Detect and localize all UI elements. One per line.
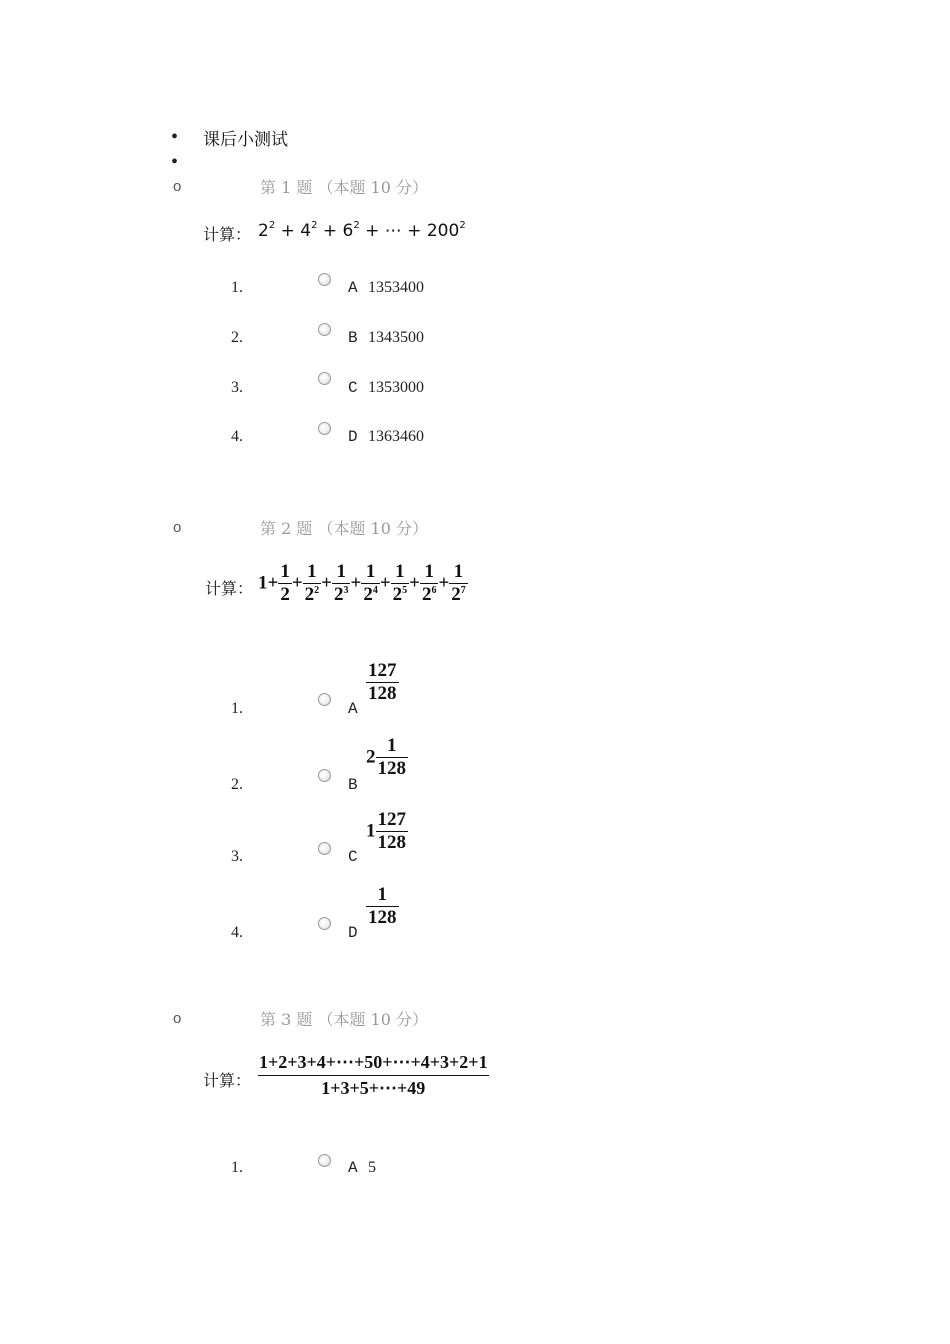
frac-denominator: [361, 583, 380, 606]
frac-base: 2: [392, 584, 403, 605]
frac-whole: 1: [366, 820, 376, 842]
expr-fraction: [361, 561, 380, 606]
option-fraction: [366, 884, 399, 929]
frac-numerator: 1: [336, 561, 346, 582]
option-text: 1353400: [368, 279, 424, 296]
frac-numerator: 1: [453, 561, 464, 582]
frac-denominator: [391, 583, 410, 606]
expr-term: 1: [258, 572, 268, 594]
expr-exponent: 2: [353, 220, 360, 231]
frac-base: 2: [451, 584, 461, 605]
expr-fraction: [449, 561, 468, 606]
calc-label: 计算：: [205, 579, 254, 598]
option-radio[interactable]: [318, 769, 331, 782]
frac-whole: 2: [366, 746, 376, 768]
frac-exponent: 2: [314, 585, 320, 596]
expr-plus: +: [438, 572, 450, 594]
option-letter: C: [348, 379, 358, 397]
fraction: [258, 1052, 489, 1099]
frac-numerator: 1: [387, 735, 397, 756]
calc-label: 计算：: [203, 1071, 252, 1090]
expr-plus: +: [407, 221, 422, 241]
fraction: [366, 660, 399, 705]
list-bullet: •: [171, 126, 179, 148]
expr-term: 6: [342, 221, 354, 241]
expr-plus: +: [291, 572, 303, 594]
option-text: 1343500: [368, 329, 424, 346]
question-header: 第 1 题 （本题 10 分）: [260, 178, 428, 197]
expr-plus: +: [280, 221, 295, 241]
fraction: [376, 735, 409, 780]
frac-denominator: [303, 583, 322, 606]
expr-fraction: [420, 561, 439, 606]
expr-exponent: 2: [311, 220, 318, 231]
option-letter: A: [348, 1159, 358, 1177]
option-radio[interactable]: [318, 422, 331, 435]
frac-base: 2: [333, 584, 344, 605]
expr-term: 2: [258, 221, 269, 241]
option-radio[interactable]: [318, 273, 331, 286]
expr-fraction: [303, 561, 322, 606]
question-expression: [258, 561, 468, 606]
page-title: 课后小测试: [203, 130, 288, 150]
option-letter: A: [348, 700, 358, 718]
expr-exponent: 2: [268, 220, 276, 231]
fraction: [366, 884, 399, 929]
frac-denominator: 128: [368, 907, 397, 928]
question-header: 第 3 题 （本题 10 分）: [260, 1010, 428, 1029]
option-text: 1353000: [368, 379, 424, 396]
sublist-marker: o: [173, 1010, 182, 1027]
frac-base: 2: [280, 584, 290, 605]
option-fraction: [366, 809, 408, 854]
option-text: 1363460: [368, 428, 424, 445]
expr-fraction: [278, 561, 292, 606]
sublist-marker: o: [173, 519, 182, 536]
expr-ellipsis: ⋯: [384, 221, 402, 241]
option-letter: D: [348, 924, 358, 942]
frac-numerator: 1: [280, 561, 290, 582]
frac-exponent: 3: [343, 585, 349, 596]
option-letter: D: [348, 428, 358, 446]
sublist-marker: o: [173, 178, 182, 195]
option-radio[interactable]: [318, 917, 331, 930]
option-number: 3.: [231, 379, 243, 396]
option-number: 1.: [231, 1159, 243, 1176]
frac-base: 2: [304, 584, 315, 605]
option-letter: B: [348, 329, 358, 347]
question-header: 第 2 题 （本题 10 分）: [260, 519, 428, 538]
option-radio[interactable]: [318, 693, 331, 706]
frac-numerator: 1: [395, 561, 405, 582]
option-number: 3.: [231, 848, 243, 865]
option-number: 4.: [231, 924, 243, 941]
frac-numerator: 127: [368, 660, 397, 681]
expr-exponent: 2: [459, 220, 466, 231]
expr-plus: +: [379, 572, 391, 594]
option-letter: B: [348, 776, 358, 794]
frac-numerator: 1+2+3+4+⋯+50+⋯+4+3+2+1: [259, 1052, 488, 1072]
fraction: [376, 809, 409, 854]
option-number: 1.: [231, 279, 243, 296]
frac-denominator: 1+3+5+⋯+49: [258, 1075, 489, 1099]
expr-plus: +: [267, 572, 279, 594]
frac-exponent: 6: [431, 585, 437, 596]
frac-numerator: 1: [365, 561, 376, 582]
option-fraction: [366, 735, 408, 780]
frac-exponent: 5: [402, 585, 408, 596]
option-number: 1.: [231, 700, 243, 717]
frac-base: 2: [363, 584, 373, 605]
question-expression: [258, 220, 466, 241]
expr-term: 4: [300, 221, 312, 241]
expr-plus: +: [409, 572, 420, 594]
frac-numerator: 1: [307, 561, 317, 582]
expr-plus: +: [350, 572, 362, 594]
option-radio[interactable]: [318, 372, 331, 385]
frac-denominator: [278, 583, 292, 606]
question-expression: [258, 1052, 489, 1099]
frac-denominator: 128: [377, 832, 406, 853]
option-radio[interactable]: [318, 1154, 331, 1167]
option-radio[interactable]: [318, 842, 331, 855]
frac-numerator: 1: [424, 561, 434, 582]
frac-numerator: 1: [377, 884, 387, 905]
option-radio[interactable]: [318, 323, 331, 336]
option-number: 2.: [231, 776, 243, 793]
option-number: 4.: [231, 428, 243, 445]
frac-exponent: 4: [372, 585, 378, 596]
expr-term: 200: [426, 221, 460, 241]
expr-plus: +: [365, 221, 380, 241]
expr-plus: +: [322, 221, 338, 241]
calc-label: 计算：: [203, 225, 252, 244]
option-number: 2.: [231, 329, 243, 346]
expr-fraction: [391, 561, 410, 606]
frac-denominator: [420, 583, 439, 606]
frac-denominator: 128: [368, 683, 397, 704]
frac-exponent: 7: [460, 585, 466, 596]
option-letter: A: [348, 279, 358, 297]
expr-fraction: [332, 561, 351, 606]
option-letter: C: [348, 848, 358, 866]
frac-denominator: [332, 583, 351, 606]
option-text: 5: [368, 1159, 376, 1176]
list-bullet: •: [171, 151, 179, 173]
option-fraction: [366, 660, 399, 705]
expr-plus: +: [321, 572, 332, 594]
frac-base: 2: [421, 584, 432, 605]
frac-denominator: 128: [377, 758, 406, 779]
frac-denominator: [449, 583, 468, 606]
frac-numerator: 127: [377, 809, 406, 830]
